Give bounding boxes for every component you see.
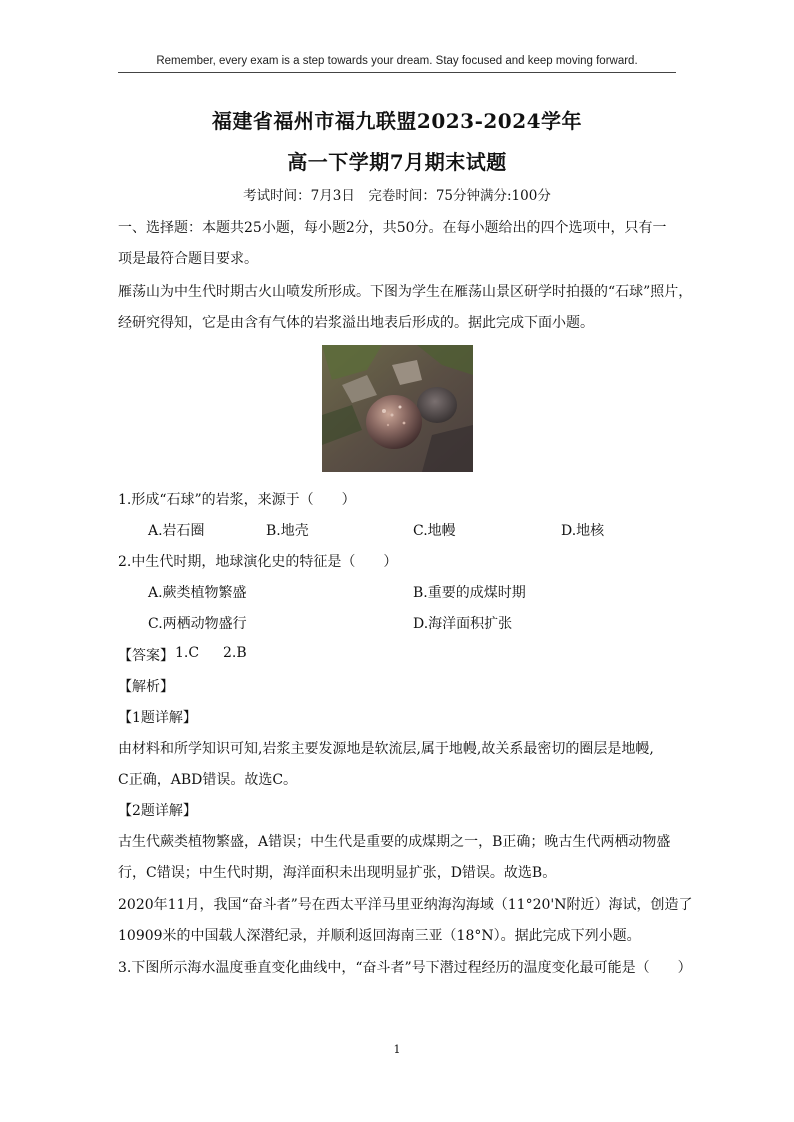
explain1-line1: 由材料和所学知识可知,岩浆主要发源地是软流层,属于地幔,故关系最密切的圈层是地幔, bbox=[118, 741, 654, 757]
exam-title-line2: 高一下学期7月期末试题 bbox=[287, 150, 507, 174]
explain2-heading: 【2题详解】 bbox=[118, 803, 197, 819]
exam-meta: 考试时间：7月3日 完卷时间：75分钟满分:100分 bbox=[243, 188, 551, 204]
q1-option-b: B.地壳 bbox=[266, 523, 309, 539]
answer-q1: 1.C bbox=[175, 645, 200, 661]
q2-option-b: B.重要的成煤时期 bbox=[413, 585, 526, 601]
explain2-line1: 古生代蕨类植物繁盛，A错误；中生代是重要的成煤期之一，B正确；晚古生代两栖动物盛 bbox=[118, 834, 671, 850]
section1-line1: 一、选择题：本题共25小题，每小题2分，共50分。在每小题给出的四个选项中，只有一 bbox=[118, 220, 667, 236]
stone-ball-photo bbox=[322, 345, 473, 472]
explain1-heading: 【1题详解】 bbox=[118, 710, 197, 726]
q2-option-a: A.蕨类植物繁盛 bbox=[148, 585, 247, 601]
q1-option-c: C.地幔 bbox=[413, 523, 456, 539]
q1-option-a: A.岩石圈 bbox=[148, 523, 205, 539]
answer-label: 【答案】 bbox=[118, 648, 174, 664]
exam-title-line1: 福建省福州市福九联盟2023-2024学年 bbox=[211, 109, 583, 133]
header-motto: Remember, every exam is a step towards your dream. Stay focused and keep moving forward. bbox=[156, 55, 638, 67]
material1-line1: 雁荡山为中生代时期古火山喷发所形成。下图为学生在雁荡山景区研学时拍摄的“石球”照片， bbox=[118, 284, 693, 300]
answer-q2: 2.B bbox=[223, 645, 247, 661]
q3-stem: 3.下图所示海水温度垂直变化曲线中，“奋斗者”号下潜过程经历的温度变化最可能是（ ） bbox=[118, 960, 692, 976]
explain1-line2: C正确，ABD错误。故选C。 bbox=[118, 772, 298, 788]
section1-line2: 项是最符合题目要求。 bbox=[118, 251, 258, 267]
q2-stem: 2.中生代时期，地球演化史的特征是（ ） bbox=[118, 554, 398, 570]
material2-line2: 10909米的中国载人深潜纪录，并顺利返回海南三亚（18°N）。据此完成下列小题。 bbox=[118, 928, 641, 944]
q2-option-c: C.两栖动物盛行 bbox=[148, 616, 247, 632]
q1-stem: 1.形成“石球”的岩浆，来源于（ ） bbox=[118, 492, 356, 508]
material2-line1: 2020年11月，我国“奋斗者”号在西太平洋马里亚纳海沟海域（11°20'N附近）海试，创造了 bbox=[118, 897, 693, 913]
q1-option-d: D.地核 bbox=[561, 523, 605, 539]
analysis-label: 【解析】 bbox=[118, 679, 174, 695]
q2-option-d: D.海洋面积扩张 bbox=[413, 616, 513, 632]
header-divider bbox=[118, 72, 676, 73]
explain2-line2: 行，C错误；中生代时期，海洋面积未出现明显扩张，D错误。故选B。 bbox=[118, 865, 557, 881]
page-number: 1 bbox=[393, 1043, 401, 1056]
material1-line2: 经研究得知，它是由含有气体的岩浆溢出地表后形成的。据此完成下面小题。 bbox=[118, 315, 594, 331]
